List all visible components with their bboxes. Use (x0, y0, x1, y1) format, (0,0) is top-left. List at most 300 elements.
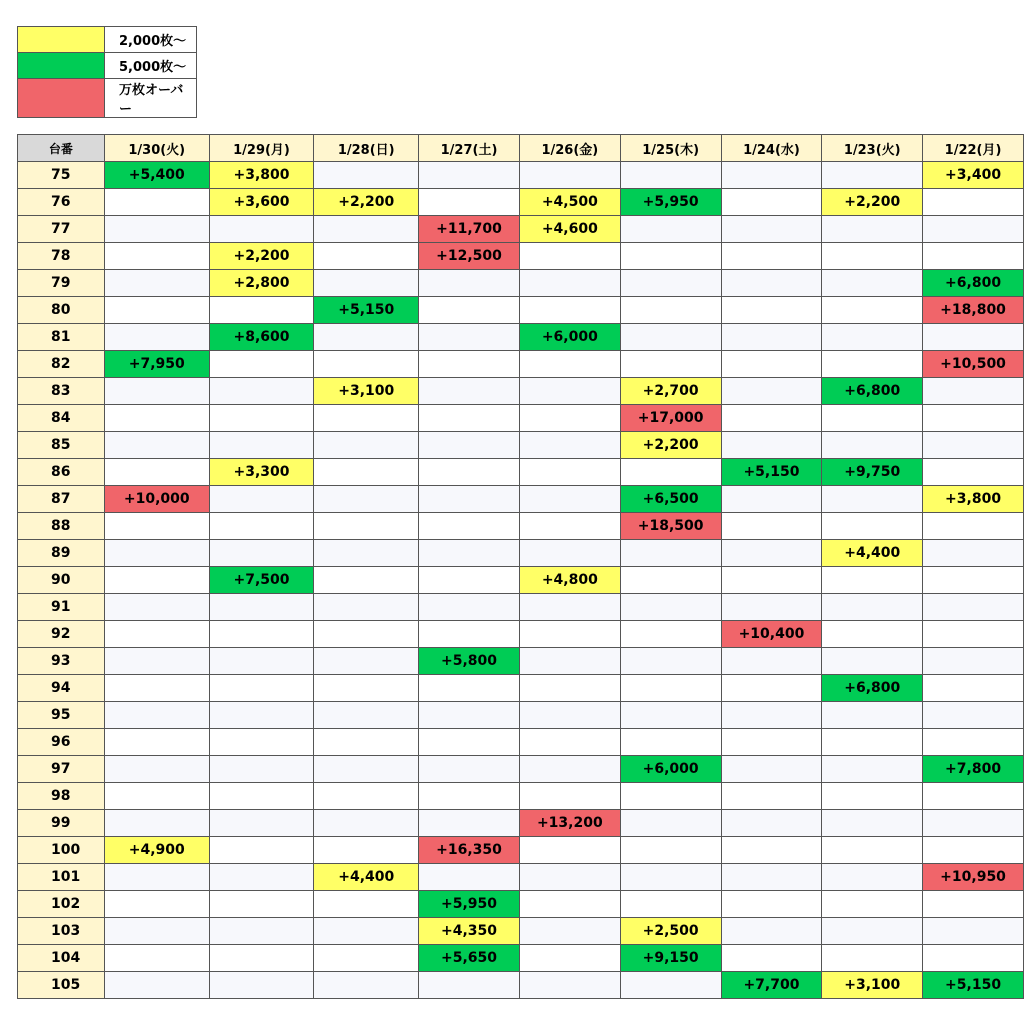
payout-cell (209, 486, 314, 513)
legend-label: 5,000枚～ (105, 53, 197, 79)
payout-cell (314, 837, 419, 864)
payout-cell (620, 459, 721, 486)
payout-cell: +10,000 (104, 486, 209, 513)
payout-cell (104, 945, 209, 972)
machine-number: 104 (18, 945, 105, 972)
payout-cell: +13,200 (519, 810, 620, 837)
payout-cell (923, 918, 1024, 945)
payout-cell: +12,500 (419, 243, 520, 270)
machine-number: 98 (18, 783, 105, 810)
table-row (18, 243, 1024, 270)
payout-cell (419, 756, 520, 783)
machine-number: 77 (18, 216, 105, 243)
machine-number: 92 (18, 621, 105, 648)
payout-cell (519, 594, 620, 621)
payout-cell (519, 459, 620, 486)
machine-number-header: 台番 (18, 135, 105, 162)
payout-cell (721, 756, 822, 783)
payout-cell (209, 594, 314, 621)
payout-cell: +5,950 (620, 189, 721, 216)
payout-cell: +4,500 (519, 189, 620, 216)
table-row (18, 783, 1024, 810)
payout-cell (620, 216, 721, 243)
legend-row (18, 79, 197, 118)
table-row (18, 432, 1024, 459)
payout-cell: +6,000 (519, 324, 620, 351)
payout-cell (721, 702, 822, 729)
payout-cell (419, 189, 520, 216)
payout-cell: +6,500 (620, 486, 721, 513)
table-row (18, 405, 1024, 432)
table-row (18, 621, 1024, 648)
payout-cell (721, 486, 822, 513)
payout-cell: +6,000 (620, 756, 721, 783)
payout-cell: +6,800 (822, 675, 923, 702)
payout-cell (721, 513, 822, 540)
payout-cell (314, 810, 419, 837)
payout-cell: +11,700 (419, 216, 520, 243)
table-row (18, 297, 1024, 324)
payout-cell (822, 891, 923, 918)
machine-number: 96 (18, 729, 105, 756)
payout-cell (721, 189, 822, 216)
table-row (18, 162, 1024, 189)
table-row (18, 378, 1024, 405)
payout-cell (721, 675, 822, 702)
machine-number: 86 (18, 459, 105, 486)
payout-cell (314, 216, 419, 243)
payout-cell (620, 864, 721, 891)
payout-cell (419, 972, 520, 999)
payout-cell (519, 351, 620, 378)
payout-cell (104, 702, 209, 729)
legend-swatch-red (18, 79, 105, 118)
table-row (18, 189, 1024, 216)
payout-cell (104, 972, 209, 999)
payout-cell (209, 729, 314, 756)
payout-cell (923, 432, 1024, 459)
payout-cell (519, 648, 620, 675)
legend-swatch-green (18, 53, 105, 79)
payout-cell (419, 675, 520, 702)
table-row (18, 810, 1024, 837)
payout-cell (519, 513, 620, 540)
payout-cell (104, 432, 209, 459)
payout-cell (314, 972, 419, 999)
payout-cell (104, 270, 209, 297)
payout-cell (314, 702, 419, 729)
machine-number: 82 (18, 351, 105, 378)
payout-cell (620, 567, 721, 594)
payout-cell (822, 270, 923, 297)
payout-cell: +3,300 (209, 459, 314, 486)
payout-cell (822, 783, 923, 810)
payout-cell (419, 162, 520, 189)
payout-cell: +3,800 (923, 486, 1024, 513)
machine-number: 89 (18, 540, 105, 567)
payout-table (17, 134, 1024, 999)
machine-number: 105 (18, 972, 105, 999)
payout-cell: +9,150 (620, 945, 721, 972)
payout-cell (419, 783, 520, 810)
date-header: 1/25(木) (620, 135, 721, 162)
payout-cell (209, 891, 314, 918)
payout-cell (314, 729, 419, 756)
payout-cell (314, 675, 419, 702)
payout-cell (721, 162, 822, 189)
payout-cell (822, 864, 923, 891)
payout-cell (923, 702, 1024, 729)
date-header: 1/28(日) (314, 135, 419, 162)
table-row (18, 351, 1024, 378)
payout-cell (721, 810, 822, 837)
table-row (18, 216, 1024, 243)
payout-cell: +6,800 (923, 270, 1024, 297)
payout-cell (721, 351, 822, 378)
payout-cell (104, 405, 209, 432)
payout-cell (209, 810, 314, 837)
payout-cell (721, 837, 822, 864)
payout-cell: +2,800 (209, 270, 314, 297)
payout-cell (620, 324, 721, 351)
payout-cell (923, 945, 1024, 972)
payout-cell: +5,650 (419, 945, 520, 972)
payout-cell (923, 648, 1024, 675)
table-row (18, 648, 1024, 675)
payout-cell (721, 783, 822, 810)
payout-cell (104, 297, 209, 324)
payout-cell (104, 621, 209, 648)
payout-cell (519, 837, 620, 864)
payout-cell (822, 162, 923, 189)
payout-cell (209, 216, 314, 243)
payout-cell (721, 945, 822, 972)
machine-number: 75 (18, 162, 105, 189)
payout-cell (519, 729, 620, 756)
payout-cell (209, 297, 314, 324)
payout-cell (314, 270, 419, 297)
date-header: 1/30(火) (104, 135, 209, 162)
payout-cell (209, 837, 314, 864)
table-row (18, 486, 1024, 513)
payout-cell: +16,350 (419, 837, 520, 864)
payout-cell (923, 378, 1024, 405)
payout-cell (519, 918, 620, 945)
payout-cell (314, 945, 419, 972)
payout-cell (721, 864, 822, 891)
legend-swatch-yellow (18, 27, 105, 53)
payout-cell (923, 783, 1024, 810)
payout-cell (822, 702, 923, 729)
payout-cell: +7,950 (104, 351, 209, 378)
payout-cell: +4,350 (419, 918, 520, 945)
payout-cell (923, 189, 1024, 216)
payout-cell (419, 297, 520, 324)
payout-cell (104, 378, 209, 405)
payout-cell (822, 945, 923, 972)
payout-cell (419, 810, 520, 837)
payout-cell (822, 351, 923, 378)
payout-cell (209, 864, 314, 891)
payout-cell: +5,150 (314, 297, 419, 324)
payout-cell (209, 972, 314, 999)
payout-cell: +4,900 (104, 837, 209, 864)
payout-cell (104, 594, 209, 621)
table-row (18, 756, 1024, 783)
payout-cell (620, 621, 721, 648)
payout-cell (419, 351, 520, 378)
payout-cell (620, 594, 721, 621)
payout-cell (923, 675, 1024, 702)
date-header: 1/24(水) (721, 135, 822, 162)
payout-cell (721, 270, 822, 297)
payout-cell (104, 918, 209, 945)
payout-cell (209, 432, 314, 459)
machine-number: 85 (18, 432, 105, 459)
payout-cell (519, 243, 620, 270)
payout-cell (314, 162, 419, 189)
payout-cell (822, 648, 923, 675)
date-header: 1/26(金) (519, 135, 620, 162)
payout-cell (209, 756, 314, 783)
payout-cell (822, 243, 923, 270)
machine-number: 84 (18, 405, 105, 432)
table-header-row (18, 135, 1024, 162)
payout-cell (519, 432, 620, 459)
payout-cell: +7,700 (721, 972, 822, 999)
payout-cell (620, 837, 721, 864)
payout-cell (923, 567, 1024, 594)
payout-cell: +4,400 (822, 540, 923, 567)
legend-label: 万枚オーバー (105, 79, 197, 118)
payout-cell (620, 162, 721, 189)
payout-cell (721, 567, 822, 594)
payout-cell (419, 459, 520, 486)
payout-cell (419, 432, 520, 459)
legend-row (18, 27, 197, 53)
payout-cell (822, 918, 923, 945)
payout-cell (419, 270, 520, 297)
machine-number: 97 (18, 756, 105, 783)
payout-cell: +7,800 (923, 756, 1024, 783)
machine-number: 100 (18, 837, 105, 864)
payout-cell: +5,150 (721, 459, 822, 486)
payout-cell: +17,000 (620, 405, 721, 432)
payout-cell (519, 891, 620, 918)
payout-cell: +7,500 (209, 567, 314, 594)
payout-cell (822, 621, 923, 648)
payout-cell (419, 621, 520, 648)
payout-cell (209, 945, 314, 972)
payout-cell (822, 837, 923, 864)
payout-cell (620, 270, 721, 297)
payout-cell (923, 513, 1024, 540)
machine-number: 79 (18, 270, 105, 297)
payout-cell (721, 405, 822, 432)
payout-cell (822, 486, 923, 513)
payout-cell (721, 648, 822, 675)
payout-cell (419, 567, 520, 594)
machine-number: 91 (18, 594, 105, 621)
payout-cell (923, 729, 1024, 756)
payout-cell (822, 594, 923, 621)
payout-cell: +4,800 (519, 567, 620, 594)
payout-cell (923, 837, 1024, 864)
payout-cell: +6,800 (822, 378, 923, 405)
payout-cell (721, 918, 822, 945)
machine-number: 94 (18, 675, 105, 702)
payout-cell: +3,800 (209, 162, 314, 189)
payout-cell (419, 378, 520, 405)
table-row (18, 594, 1024, 621)
payout-cell: +3,100 (314, 378, 419, 405)
payout-cell (620, 243, 721, 270)
payout-cell (721, 891, 822, 918)
payout-cell (104, 891, 209, 918)
date-header: 1/22(月) (923, 135, 1024, 162)
payout-cell: +2,200 (209, 243, 314, 270)
table-body (18, 162, 1024, 999)
payout-cell (620, 540, 721, 567)
payout-cell (314, 621, 419, 648)
machine-number: 83 (18, 378, 105, 405)
legend (17, 26, 197, 118)
payout-cell (104, 864, 209, 891)
payout-cell (209, 621, 314, 648)
payout-cell (721, 216, 822, 243)
payout-cell (923, 810, 1024, 837)
machine-number: 99 (18, 810, 105, 837)
payout-cell (314, 432, 419, 459)
payout-cell (519, 945, 620, 972)
table-row (18, 972, 1024, 999)
payout-cell (314, 540, 419, 567)
payout-cell (721, 594, 822, 621)
payout-cell (721, 540, 822, 567)
machine-number: 81 (18, 324, 105, 351)
payout-cell (314, 405, 419, 432)
payout-cell (620, 729, 721, 756)
payout-cell: +2,200 (822, 189, 923, 216)
table-row (18, 324, 1024, 351)
payout-cell: +2,500 (620, 918, 721, 945)
date-header: 1/27(土) (419, 135, 520, 162)
legend-label: 2,000枚～ (105, 27, 197, 53)
payout-cell (419, 864, 520, 891)
payout-cell (923, 891, 1024, 918)
table-row (18, 702, 1024, 729)
payout-cell: +18,500 (620, 513, 721, 540)
payout-cell (419, 405, 520, 432)
payout-cell (314, 567, 419, 594)
payout-cell (209, 540, 314, 567)
payout-cell (519, 162, 620, 189)
payout-cell (314, 648, 419, 675)
payout-cell (104, 540, 209, 567)
payout-cell (104, 783, 209, 810)
payout-cell (419, 702, 520, 729)
payout-cell (419, 729, 520, 756)
payout-cell: +2,700 (620, 378, 721, 405)
machine-number: 80 (18, 297, 105, 324)
payout-cell (104, 189, 209, 216)
payout-cell (104, 243, 209, 270)
date-header: 1/23(火) (822, 135, 923, 162)
machine-number: 95 (18, 702, 105, 729)
payout-cell: +3,400 (923, 162, 1024, 189)
payout-cell (923, 243, 1024, 270)
payout-cell (923, 594, 1024, 621)
payout-cell (519, 540, 620, 567)
payout-cell (519, 783, 620, 810)
payout-cell (104, 756, 209, 783)
payout-cell (721, 432, 822, 459)
payout-cell (519, 864, 620, 891)
payout-cell (419, 486, 520, 513)
payout-cell: +5,800 (419, 648, 520, 675)
payout-cell (822, 405, 923, 432)
table-row (18, 459, 1024, 486)
payout-cell: +10,950 (923, 864, 1024, 891)
table-row (18, 864, 1024, 891)
payout-cell (620, 297, 721, 324)
payout-cell (923, 459, 1024, 486)
payout-cell (721, 729, 822, 756)
payout-cell (822, 216, 923, 243)
payout-cell (104, 675, 209, 702)
table-row (18, 675, 1024, 702)
payout-cell (209, 405, 314, 432)
payout-cell: +8,600 (209, 324, 314, 351)
payout-cell (314, 486, 419, 513)
payout-cell: +3,600 (209, 189, 314, 216)
payout-cell (822, 810, 923, 837)
payout-cell (104, 729, 209, 756)
payout-cell (620, 702, 721, 729)
payout-cell (104, 324, 209, 351)
payout-cell (419, 540, 520, 567)
payout-cell (822, 432, 923, 459)
payout-cell (209, 783, 314, 810)
payout-cell (209, 648, 314, 675)
payout-cell: +9,750 (822, 459, 923, 486)
payout-cell (519, 297, 620, 324)
payout-cell: +3,100 (822, 972, 923, 999)
payout-cell (314, 918, 419, 945)
payout-cell: +10,500 (923, 351, 1024, 378)
payout-cell (519, 486, 620, 513)
payout-cell (620, 891, 721, 918)
payout-cell (104, 810, 209, 837)
payout-cell (519, 702, 620, 729)
payout-cell: +5,400 (104, 162, 209, 189)
table-row (18, 540, 1024, 567)
payout-cell (519, 756, 620, 783)
payout-cell (923, 216, 1024, 243)
payout-cell: +5,950 (419, 891, 520, 918)
payout-cell (620, 810, 721, 837)
payout-cell: +2,200 (620, 432, 721, 459)
payout-cell (419, 324, 520, 351)
payout-cell (822, 756, 923, 783)
machine-number: 103 (18, 918, 105, 945)
payout-cell (822, 297, 923, 324)
payout-cell: +18,800 (923, 297, 1024, 324)
payout-cell (104, 513, 209, 540)
payout-cell (620, 783, 721, 810)
machine-number: 90 (18, 567, 105, 594)
payout-cell: +2,200 (314, 189, 419, 216)
